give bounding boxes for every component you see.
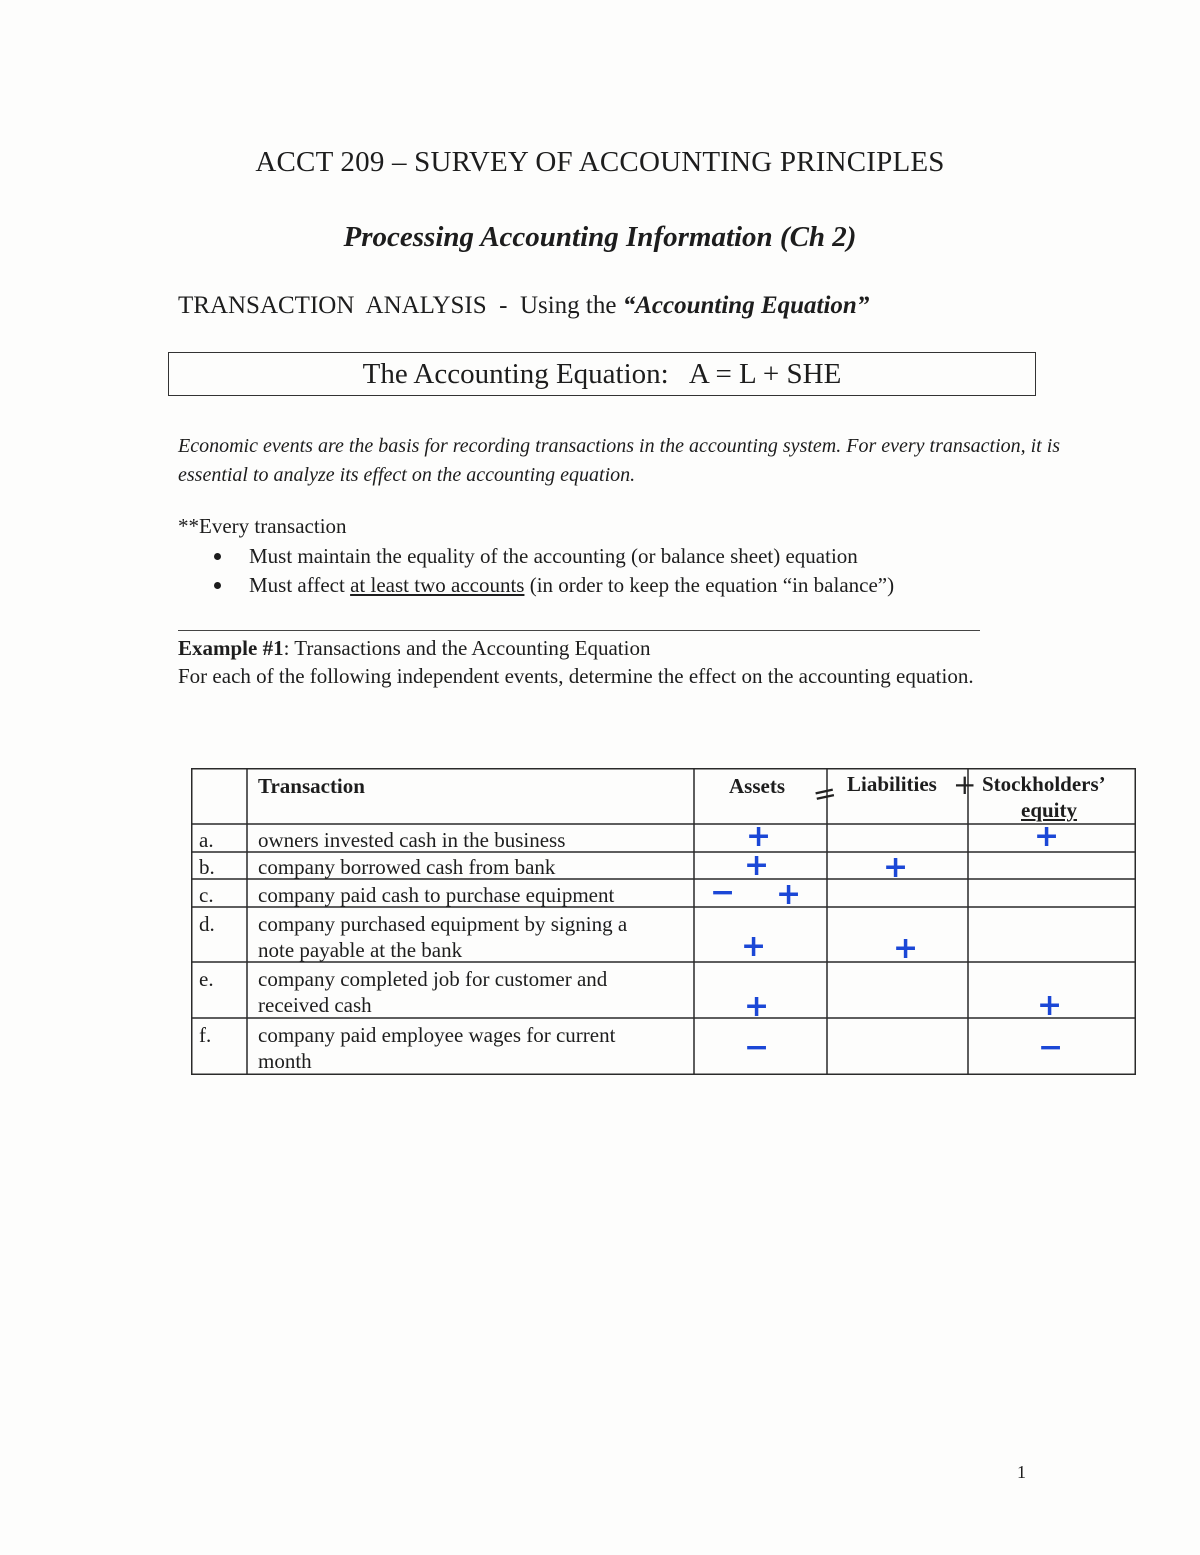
bullet-dot-icon [214,553,221,560]
row-transaction-continued: month [258,1049,312,1073]
header-equity-line2: equity [1021,798,1078,822]
bullet-dot-icon [214,582,221,589]
row-transaction: company purchased equipment by signing a [258,912,628,936]
row-letter: d. [199,912,215,936]
transactions-table [191,768,1136,1075]
equity-effect-mark: − [1038,1030,1064,1065]
assets-effect-mark: + [741,929,767,964]
rules-list [212,542,894,600]
equity-effect-mark: + [1034,819,1060,854]
equity-effect-mark: + [1037,988,1063,1023]
rule-item-2 [212,571,894,600]
liabilities-effect-mark: + [893,931,919,966]
assets-effect-mark: − [710,875,736,910]
row-transaction: owners invested cash in the business [258,828,566,852]
row-transaction-continued: note payable at the bank [258,938,463,962]
row-transaction: company paid employee wages for current [258,1023,616,1047]
example-title [178,636,650,661]
rule-item-text: Must maintain the equality of the accounting (or balance sheet) equation [249,544,858,568]
assets-effect-mark: + [746,819,772,854]
row-transaction-continued: received cash [258,993,372,1017]
assets-second-effect-mark: + [776,877,802,912]
rule-item-suffix: (in order to keep the equation “in balance”) [524,573,895,597]
equation-text: The Accounting Equation: A = L + SHE [362,358,842,390]
example-title-bold: Example #1 [178,636,284,660]
assets-effect-mark: + [744,848,770,883]
header-equity-line1: Stockholders’ [982,772,1106,796]
assets-effect-mark: − [744,1030,770,1065]
rule-item-underlined: at least two accounts [350,573,525,597]
row-letter: a. [199,828,214,852]
chapter-subtitle: Processing Accounting Information (Ch 2) [343,221,857,253]
header-transaction: Transaction [258,774,365,798]
section-heading-emphasis: “Accounting Equation” [622,292,870,319]
example-title-rest: : Transactions and the Accounting Equation [283,636,651,660]
row-letter: b. [199,855,215,879]
page-number: 1 [1017,1462,1026,1482]
rules-heading: **Every transaction [178,514,347,538]
header-liabilities: Liabilities [847,772,937,796]
rule-item-prefix: Must affect [249,573,351,597]
row-transaction: company borrowed cash from bank [258,855,556,879]
section-heading [178,292,869,320]
header-plus-mark: + [953,768,977,801]
course-title: ACCT 209 – SURVEY OF ACCOUNTING PRINCIPLES [255,146,945,178]
section-heading-prefix: TRANSACTION ANALYSIS - Using the [178,292,623,319]
liabilities-effect-mark: + [883,850,909,885]
rule-item-1 [212,542,894,571]
row-transaction: company completed job for customer and [258,967,608,991]
row-letter: c. [199,883,214,907]
divider-line [178,630,980,631]
row-letter: e. [199,967,214,991]
intro-paragraph: Economic events are the basis for recording transactions in the accounting system. For every transaction, it is essential to analyze its effect on the accounting equation. [178,435,1061,486]
example-description: For each of the following independent events, determine the effect on the accounting equation. [178,664,974,688]
header-equals-mark: = [809,774,840,813]
header-assets: Assets [729,774,785,798]
assets-effect-mark: + [744,989,770,1024]
row-transaction: company paid cash to purchase equipment [258,883,615,907]
row-letter: f. [199,1023,212,1047]
